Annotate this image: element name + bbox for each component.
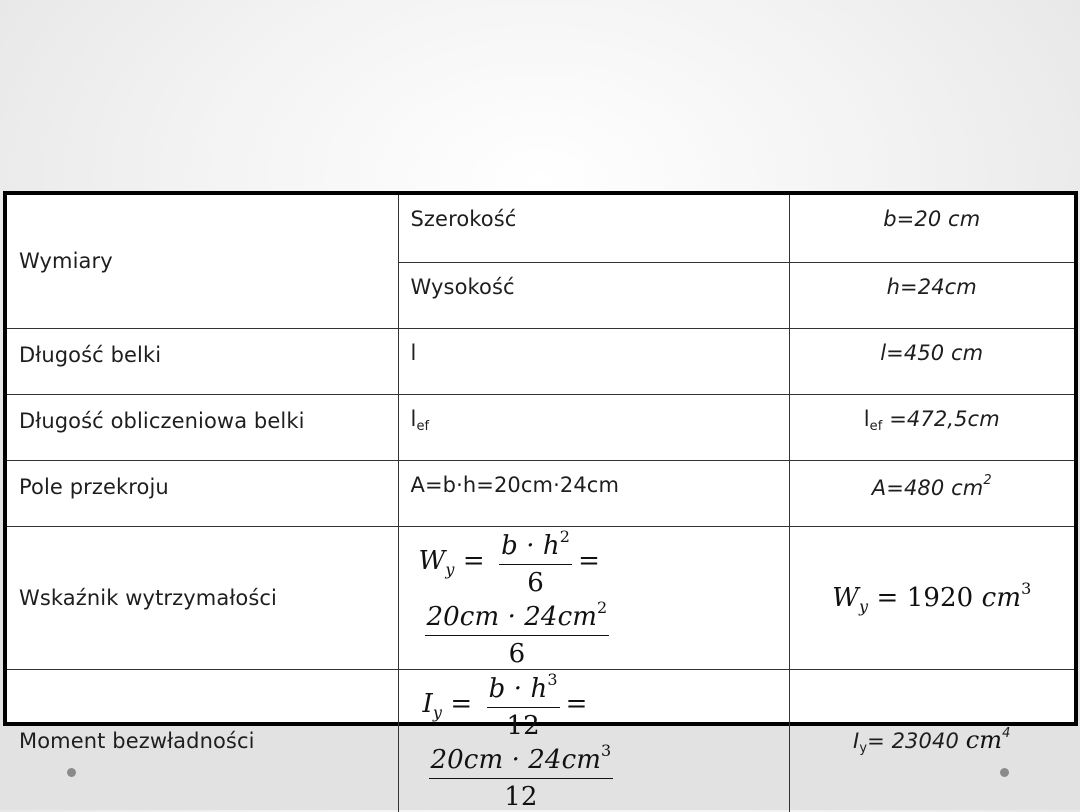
fraction-symbolic: $\frac{b \cdot h^3}{12}$ [488, 669, 558, 741]
label-moment-of-inertia: Moment bezwładności [7, 669, 398, 812]
label-dimensions: Wymiary [7, 195, 398, 328]
formula-moment-of-inertia: $I_y$ = $\frac{b \cdot h^3}{12}$ = $\frac{20cm \cdot 24cm^3}{12}$ [398, 669, 789, 812]
value-moment-of-inertia: Iy= 23040 $cm^4$ [789, 669, 1074, 812]
value-cross-section-area: A=480 $cm^2$ [789, 460, 1074, 526]
slide-bullet-left [67, 768, 76, 777]
label-cross-section-area: Pole przekroju [7, 460, 398, 526]
value-effective-length: lef =472,5cm [789, 394, 1074, 460]
label-beam-length: Długość belki [7, 328, 398, 394]
slide-bullet-right [1000, 768, 1009, 777]
expr-beam-length: l [398, 328, 789, 394]
formula-section-modulus: $W_y$ = $\frac{b \cdot h^2}{6}$ = $\frac{20cm \cdot 24cm^2}{6}$ [398, 526, 789, 669]
label-section-modulus: Wskaźnik wytrzymałości [7, 526, 398, 669]
expr-height: Wysokość [398, 262, 789, 328]
fraction-numeric: $\frac{20cm \cdot 24cm^2}{6}$ [426, 597, 608, 669]
expr-width: Szerokość [398, 195, 789, 262]
beam-properties-table [3, 191, 1078, 812]
value-height: h=24cm [789, 262, 1074, 328]
value-section-modulus: $W_y = 1920$ $cm^3$ [789, 526, 1074, 669]
expr-cross-section-area: A=b·h=20cm·24cm [398, 460, 789, 526]
fraction-symbolic: $\frac{b \cdot h^2}{6}$ [501, 526, 571, 598]
label-effective-length: Długość obliczeniowa belki [7, 394, 398, 460]
value-width: b=20 cm [789, 195, 1074, 262]
expr-effective-length: lef [398, 394, 789, 460]
value-beam-length: l=450 cm [789, 328, 1074, 394]
fraction-numeric: $\frac{20cm \cdot 24cm^3}{12}$ [430, 740, 612, 812]
